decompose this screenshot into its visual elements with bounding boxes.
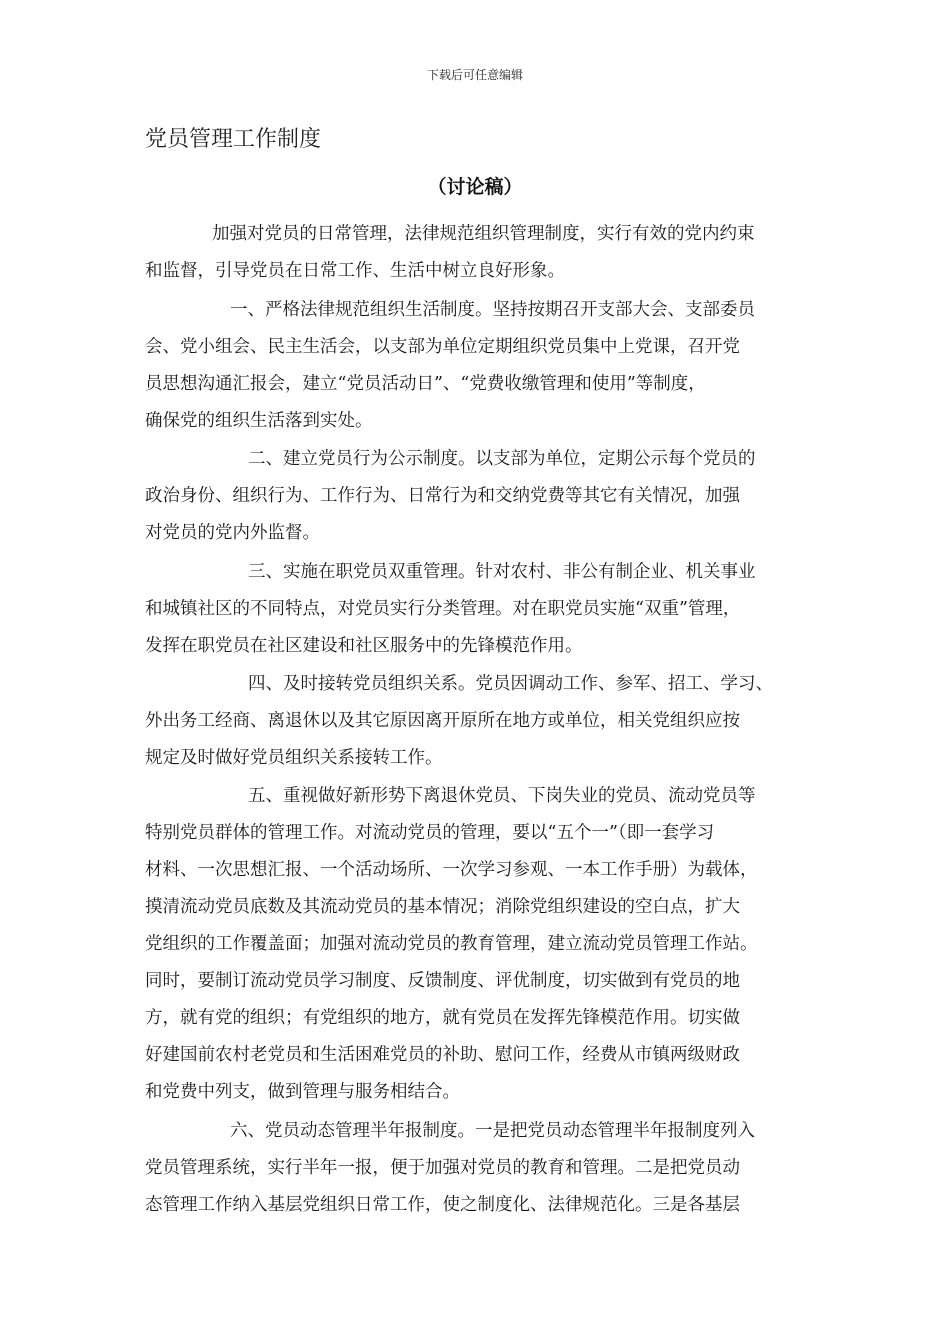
paragraph-line: 二、建立党员行为公示制度。以支部为单位，定期公示每个党员的 bbox=[248, 449, 756, 469]
paragraph-line: 特别党员群体的管理工作。对流动党员的管理，要以“五个一”（即一套学习 bbox=[145, 823, 715, 843]
paragraph-line: 六、党员动态管理半年报制度。一是把党员动态管理半年报制度列入 bbox=[230, 1121, 755, 1141]
paragraph-line: 发挥在职党员在社区建设和社区服务中的先锋模范作用。 bbox=[145, 636, 583, 656]
paragraph-line: 一、严格法律规范组织生活制度。坚持按期召开支部大会、支部委员 bbox=[230, 300, 755, 320]
paragraph-line: 对党员的党内外监督。 bbox=[145, 523, 320, 543]
paragraph-line: 好建国前农村老党员和生活困难党员的补助、慰问工作，经费从市镇两级财政 bbox=[145, 1045, 740, 1065]
paragraph-line: 和监督，引导党员在日常工作、生活中树立良好形象。 bbox=[145, 261, 565, 281]
paragraph-line: 加强对党员的日常管理，法律规范组织管理制度，实行有效的党内约束 bbox=[212, 224, 755, 244]
paragraph-line: 方，就有党的组织；有党组织的地方，就有党员在发挥先锋模范作用。切实做 bbox=[145, 1008, 740, 1028]
paragraph-line: 材料、一次思想汇报、一个活动场所、一次学习参观、一本工作手册）为载体， bbox=[145, 860, 758, 880]
paragraph-line: 确保党的组织生活落到实处。 bbox=[145, 411, 373, 431]
paragraph-line: 和党费中列支，做到管理与服务相结合。 bbox=[145, 1082, 460, 1102]
paragraph-line: 摸清流动党员底数及其流动党员的基本情况；消除党组织建设的空白点，扩大 bbox=[145, 897, 740, 917]
paragraph-line: 同时，要制订流动党员学习制度、反馈制度、评优制度，切实做到有党员的地 bbox=[145, 971, 740, 991]
header-note: 下载后可任意编辑 bbox=[426, 68, 523, 82]
paragraph-line: 党组织的工作覆盖面；加强对流动党员的教育管理，建立流动党员管理工作站。 bbox=[145, 934, 758, 954]
paragraph-line: 和城镇社区的不同特点，对党员实行分类管理。对在职党员实施“双重”管理， bbox=[145, 599, 741, 619]
paragraph-line: 外出务工经商、离退休以及其它原因离开原所在地方或单位，相关党组织应按 bbox=[145, 711, 740, 731]
paragraph-line: 员思想沟通汇报会，建立“党员活动日”、“党费收缴管理和使用”等制度， bbox=[145, 374, 706, 394]
paragraph-line: 规定及时做好党员组织关系接转工作。 bbox=[145, 748, 443, 768]
paragraph-line: 三、实施在职党员双重管理。针对农村、非公有制企业、机关事业 bbox=[248, 562, 756, 582]
paragraph-line: 四、及时接转党员组织关系。党员因调动工作、参军、招工、学习、 bbox=[248, 674, 773, 694]
paragraph-line: 会、党小组会、民主生活会，以支部为单位定期组织党员集中上党课，召开党 bbox=[145, 337, 740, 357]
paragraph-line: 党员管理系统，实行半年一报，便于加强对党员的教育和管理。二是把党员动 bbox=[145, 1158, 740, 1178]
paragraph-line: 五、重视做好新形势下离退休党员、下岗失业的党员、流动党员等 bbox=[248, 786, 756, 806]
paragraph-line: 政治身份、组织行为、工作行为、日常行为和交纳党费等其它有关情况，加强 bbox=[145, 486, 740, 506]
document-title: 党员管理工作制度 bbox=[145, 127, 322, 152]
paragraph-line: 态管理工作纳入基层党组织日常工作，使之制度化、法律规范化。三是各基层 bbox=[145, 1195, 740, 1215]
document-subtitle: （讨论稿） bbox=[427, 176, 523, 198]
